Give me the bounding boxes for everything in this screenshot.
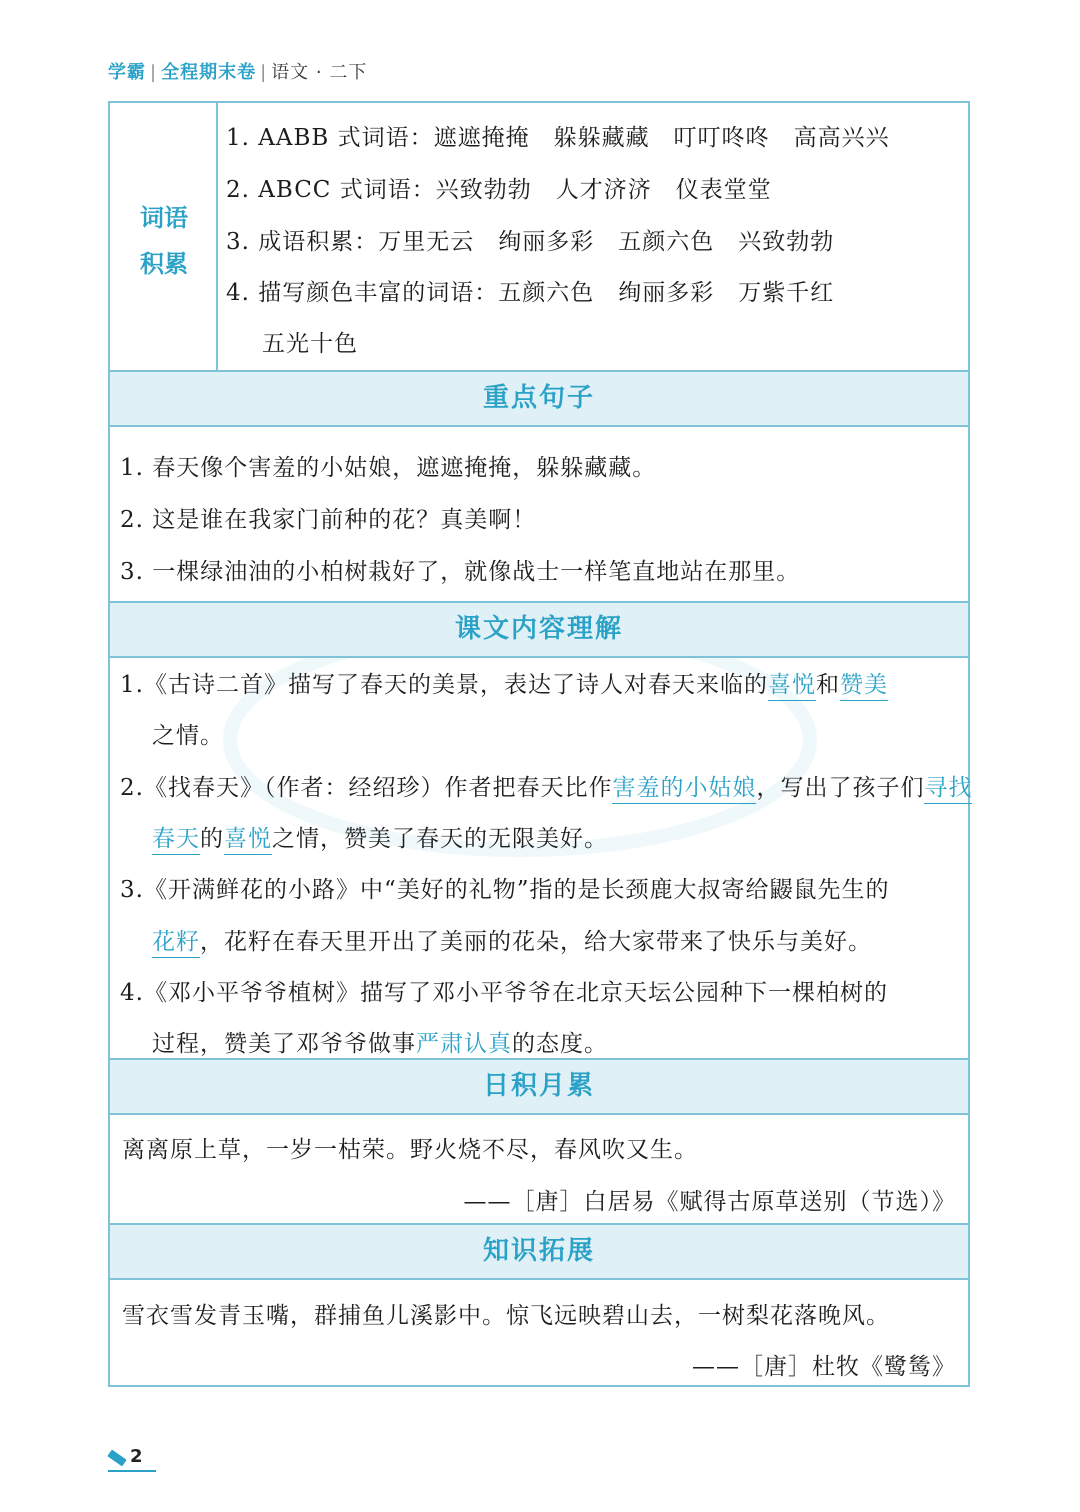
vocab-line: 2. ABCC 式词语：兴致勃勃 人才济济 仪表堂堂 [226,177,772,203]
summary-table [108,101,973,1387]
section-title: 知识拓展 [482,1236,595,1266]
vocab-label [136,195,192,287]
header-separator: | [150,62,158,83]
page-header [108,58,367,84]
answer-blank: 害羞的小姑娘 [612,775,756,804]
comprehension-item-3: 3.《开满鲜花的小路》中“美好的礼物”指的是长颈鹿大叔寄给鼹鼠先生的 [120,877,890,903]
sentence-line: 2. 这是谁在我家门前种的花？真美啊！ [120,507,537,533]
comprehension-item-2-cont [152,820,608,853]
footer-divider [108,1470,156,1472]
vocab-label-line: 词语 [140,204,188,232]
text-fragment: 之情，赞美了春天的无限美好。 [272,826,608,852]
answer-blank: 严肃认真 [416,1031,512,1060]
vocab-section [110,103,968,370]
vocab-line: 1. AABB 式词语：遮遮掩掩 躲躲藏藏 叮叮咚咚 高高兴兴 [226,125,890,151]
section-band-knowledge [110,1223,968,1280]
comprehension-item-2 [120,769,972,802]
section-band-daily [110,1058,968,1115]
knowledge-source: ——［唐］杜牧《鹭鸶》 [692,1354,956,1380]
subject-name: 语文 · 二下 [271,62,368,83]
daily-poem: 离离原上草，一岁一枯荣。野火烧不尽，春风吹又生。 [122,1137,698,1163]
vocab-line: 3. 成语积累：万里无云 绚丽多彩 五颜六色 兴致勃勃 [226,229,835,255]
section-band-comprehension [110,601,968,658]
answer-blank: 赞美 [840,672,888,701]
daily-source: ——［唐］白居易《赋得古原草送别（节选）》 [463,1189,956,1215]
section-band-key-sentences [110,370,968,427]
sentence-line: 3. 一棵绿油油的小柏树栽好了，就像战士一样笔直地站在那里。 [120,559,801,585]
knowledge-poem: 雪衣雪发青玉嘴，群捕鱼儿溪影中。惊飞远映碧山去，一树梨花落晚风。 [122,1303,890,1329]
text-fragment: ，写出了孩子们 [756,775,925,801]
pencil-icon [107,1450,126,1467]
vocab-label-line: 积累 [140,250,188,278]
answer-blank: 喜悦 [768,672,816,701]
answer-blank: 春天 [152,826,200,855]
section-title: 日积月累 [482,1071,595,1101]
brand-name: 学霸 [108,62,146,83]
answer-blank: 喜悦 [224,826,272,855]
section-title: 重点句子 [482,383,595,413]
answer-blank: 花籽 [152,929,200,958]
comprehension-item-4-cont [152,1025,608,1058]
text-fragment: 1.《古诗二首》描写了春天的美景，表达了诗人对春天来临的 [120,672,768,698]
comprehension-item-1-cont: 之情。 [152,723,224,749]
answer-blank: 寻找 [924,775,972,804]
text-fragment: 的态度。 [512,1031,608,1057]
page-number: 2 [130,1446,143,1467]
text-fragment: 和 [815,672,840,698]
sentence-line: 1. 春天像个害羞的小姑娘，遮遮掩掩，躲躲藏藏。 [120,455,657,481]
text-fragment: 的 [200,826,224,852]
vocab-line: 五光十色 [262,331,358,357]
series-name: 全程期末卷 [161,62,257,83]
comprehension-item-1 [120,666,888,699]
vocab-label-cell [110,103,218,370]
vocab-line: 4. 描写颜色丰富的词语：五颜六色 绚丽多彩 万紫千红 [226,280,835,306]
text-fragment: ，花籽在春天里开出了美丽的花朵，给大家带来了快乐与美好。 [200,929,872,955]
section-title: 课文内容理解 [454,614,623,644]
comprehension-item-3-cont [152,923,872,956]
text-fragment: 2.《找春天》（作者：经绍珍）作者把春天比作 [120,775,613,801]
text-fragment: 过程，赞美了邓爷爷做事 [152,1031,416,1057]
comprehension-item-4: 4.《邓小平爷爷植树》描写了邓小平爷爷在北京天坛公园种下一棵柏树的 [120,980,888,1006]
header-separator: | [260,62,268,83]
